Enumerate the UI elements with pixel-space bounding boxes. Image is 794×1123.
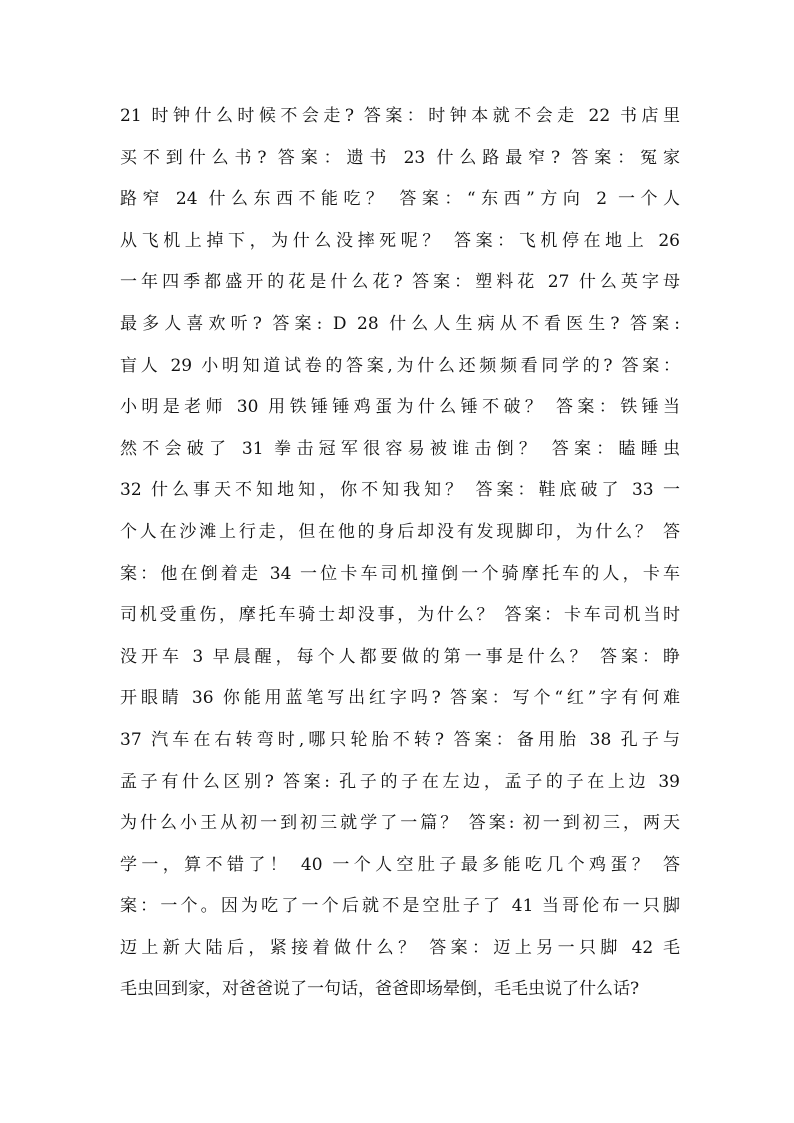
text-line: 一年四季都盛开的花是什么花? 答案：塑料花 27 什么英字母 xyxy=(120,272,680,293)
text-line: 个人在沙滩上行走，但在他的身后却没有发现脚印，为什么？ 答 xyxy=(120,521,680,542)
text-line: 路窄 24 什么东西不能吃？ 答案：“东西”方向 2 一个人 xyxy=(120,189,680,210)
text-line: 为什么小王从初一到初三就学了一篇？ 答案: 初一到初三，两天 xyxy=(120,813,680,834)
text-line: 没开车 3 早晨醒，每个人都要做的第一事是什么？ 答案：睁 xyxy=(120,646,680,667)
text-line: 孟子有什么区别? 答案: 孔子的子在左边，孟子的子在上边 39 xyxy=(120,771,680,792)
text-line: 最多人喜欢听? 答案: D 28 什么人生病从不看医生? 答案: xyxy=(120,313,680,334)
text-line: 毛虫回到家，对爸爸说了一句话，爸爸即场晕倒，毛毛虫说了什么话? xyxy=(120,979,640,1000)
text-line: 迈上新大陆后，紧接着做什么？ 答案：迈上另一只脚 42 毛 xyxy=(120,937,680,958)
text-line: 盲人 29 小明知道试卷的答案,为什么还频频看同学的? 答案： xyxy=(120,355,680,376)
riddle-text-block xyxy=(120,96,680,1011)
text-line: 案：他在倒着走 34 一位卡车司机撞倒一个骑摩托车的人，卡车 xyxy=(120,563,680,584)
text-line: 然不会破了 31 拳击冠军很容易被谁击倒？ 答案：瞌睡虫 xyxy=(120,438,680,459)
text-line: 21 时钟什么时候不会走? 答案：时钟本就不会走 22 书店里 xyxy=(120,106,680,126)
text-line: 案：一个。因为吃了一个后就不是空肚子了 41 当哥伦布一只脚 xyxy=(120,896,680,917)
text-line: 从飞机上掉下，为什么没摔死呢？ 答案：飞机停在地上 26 xyxy=(120,230,680,251)
text-line: 学一，算不错了！ 40 一个人空肚子最多能吃几个鸡蛋？ 答 xyxy=(120,854,680,875)
text-line: 买不到什么书? 答案：遗书 23 什么路最窄? 答案：冤家 xyxy=(120,147,680,168)
text-line: 小明是老师 30 用铁锤锤鸡蛋为什么锤不破？ 答案：铁锤当 xyxy=(120,397,680,418)
text-line: 37 汽车在右转弯时,哪只轮胎不转? 答案：备用胎 38 孔子与 xyxy=(120,729,680,750)
text-line: 32 什么事天不知地知，你不知我知？ 答案：鞋底破了 33 一 xyxy=(120,480,680,501)
text-line: 司机受重伤，摩托车骑士却没事，为什么？ 答案：卡车司机当时 xyxy=(120,605,680,626)
text-line: 开眼睛 36 你能用蓝笔写出红字吗? 答案：写个“红”字有何难 xyxy=(120,688,680,709)
